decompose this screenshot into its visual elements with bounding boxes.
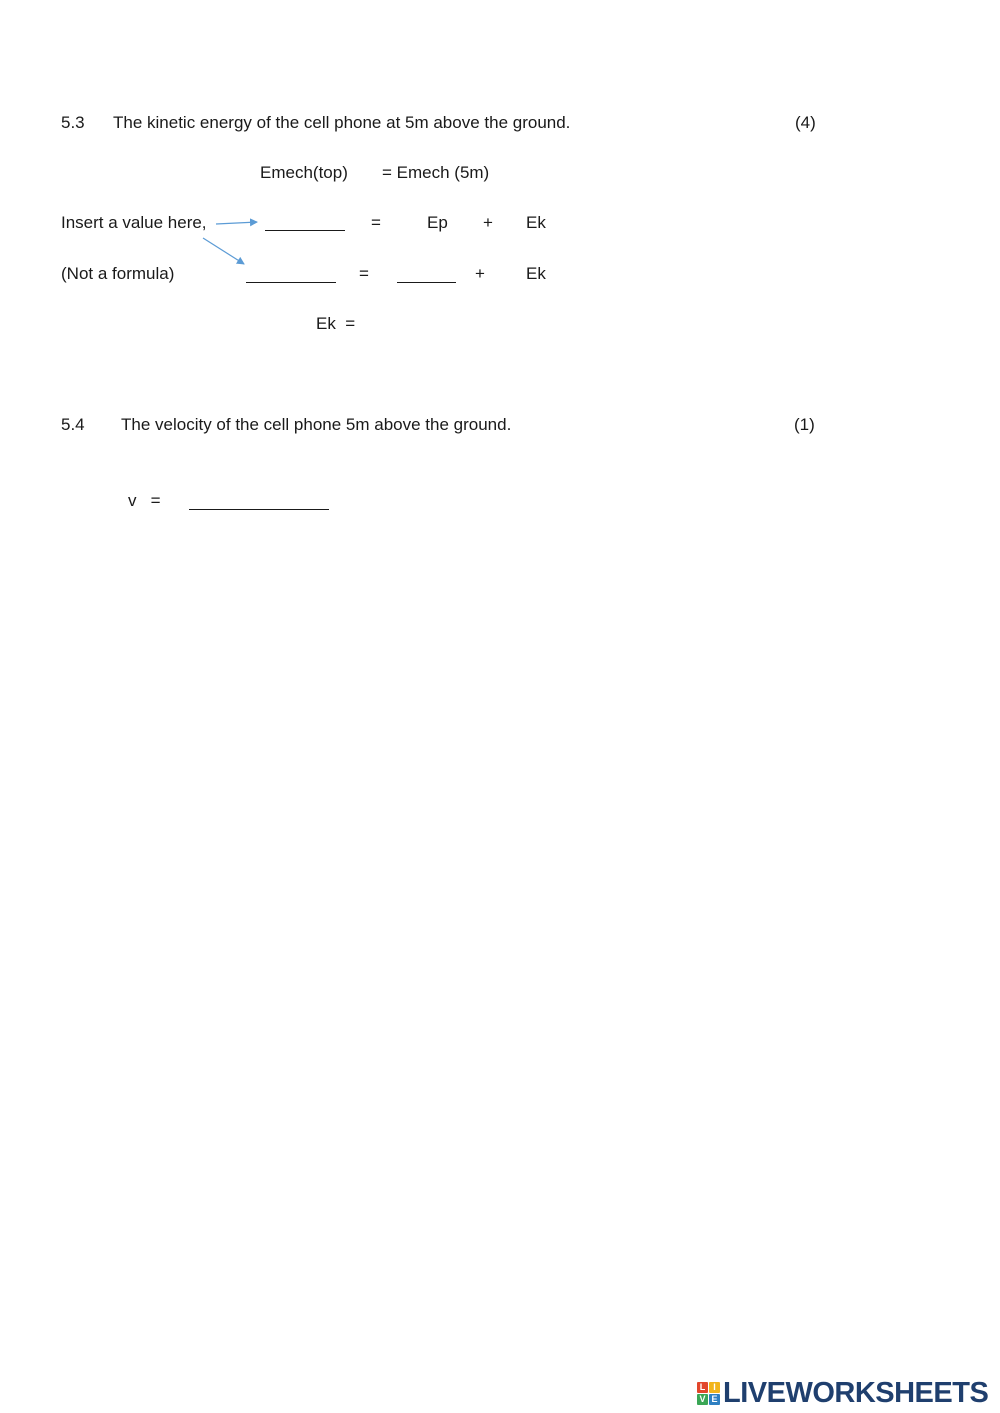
question-number-5-3: 5.3 (61, 113, 85, 132)
arrow-to-blank-2 (203, 238, 244, 264)
marks-5-3: (4) (795, 113, 816, 132)
term-ek-row2: Ek (526, 264, 546, 283)
equals-sign-row2: = (359, 264, 369, 283)
logo-text: LIVEWORKSHEETS (723, 1376, 989, 1409)
equation-left-emech-top: Emech(top) (260, 163, 348, 182)
liveworksheets-logo (697, 1378, 988, 1408)
term-ep-row1: Ep (427, 213, 448, 232)
term-ek-row1: Ek (526, 213, 546, 232)
answer-blank-emech-value-1[interactable] (265, 230, 345, 231)
answer-blank-emech-value-2[interactable] (246, 282, 336, 283)
ek-result-label: Ek = (316, 314, 356, 333)
question-text-5-3: The kinetic energy of the cell phone at 5m above the ground. (113, 113, 571, 132)
arrow-to-blank-1 (216, 222, 257, 224)
equation-right-emech-5m: = Emech (5m) (382, 163, 490, 182)
logo-tile: L (697, 1382, 708, 1393)
logo-tile: I (709, 1382, 720, 1393)
logo-tile: E (709, 1394, 720, 1405)
plus-sign-row2: + (475, 264, 485, 283)
answer-blank-ep-value[interactable] (397, 282, 456, 283)
not-a-formula-hint: (Not a formula) (61, 264, 175, 283)
logo-tile: V (697, 1394, 708, 1405)
question-number-5-4: 5.4 (61, 415, 85, 434)
marks-5-4: (1) (794, 415, 815, 434)
insert-value-hint: Insert a value here, (61, 213, 207, 232)
plus-sign-row1: + (483, 213, 493, 232)
question-text-5-4: The velocity of the cell phone 5m above the ground. (121, 415, 512, 434)
logo-tiles-icon (697, 1382, 720, 1405)
answer-blank-velocity[interactable] (189, 509, 329, 510)
equals-sign-row1: = (371, 213, 381, 232)
velocity-label: v = (128, 491, 161, 510)
